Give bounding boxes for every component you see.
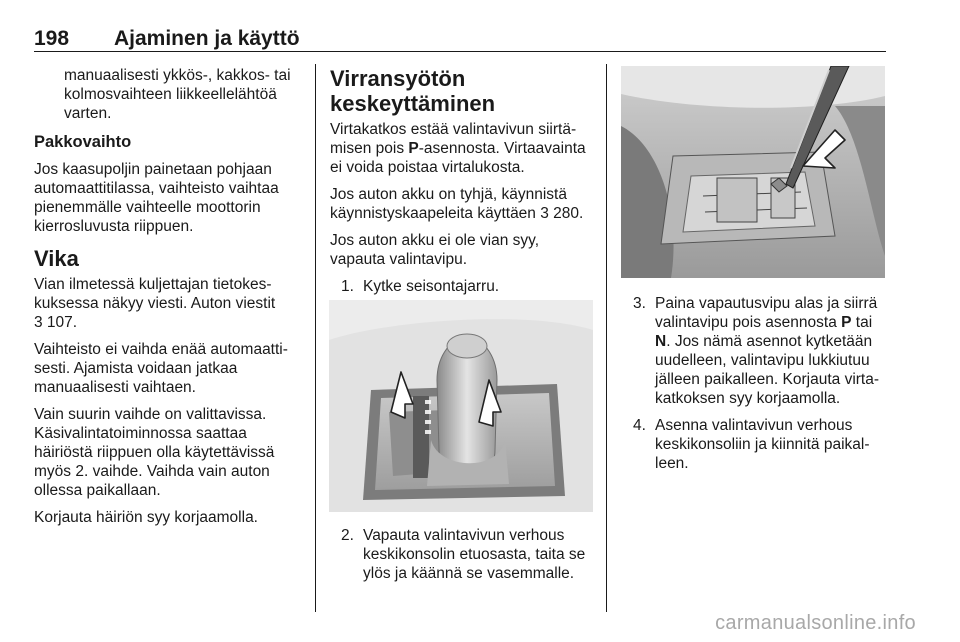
power-paragraph-2: Jos auton akku on tyhjä, käynnistä käynnistyskaapeleita käyttäen 3 280. (330, 186, 584, 222)
gear-selector-illustration (329, 300, 593, 512)
screwdriver-icon (621, 66, 885, 278)
intro-paragraph: manuaalisesti ykkös-, kakkos- tai kolmosvaihteen liikkeellelähtöä varten. (64, 67, 291, 122)
vika-heading: Vika (34, 246, 79, 271)
left-column (34, 66, 304, 535)
steps-list (633, 294, 886, 473)
chapter-title: Ajaminen ja käyttö (114, 27, 300, 50)
power-paragraph-1: Virtakatkos estää valintavivun siirtämisen pois P-asennosta. Virtaavainta ei voida poistaa virtalukosta. (330, 121, 586, 176)
page-reference-link[interactable]: 3 107. (34, 314, 78, 331)
power-interruption-heading: Virransyötön keskeyttäminen (330, 66, 496, 116)
steps-list (341, 526, 592, 583)
power-paragraph-3: Jos auton akku ei ole vian syy, vapauta valintavipu. (330, 232, 540, 268)
pakkovaihto-heading: Pakkovaihto (34, 133, 132, 151)
column-divider-left (315, 64, 316, 612)
right-column (622, 294, 886, 481)
step-1: 1. Kytke seisontajarru. (341, 278, 500, 295)
vika-paragraph-2: Vaihteisto ei vaihda enää automaattisesti. Ajamista voidaan jatkaa manuaalisesti vaihtaen. (34, 341, 288, 396)
column-divider-right (606, 64, 607, 612)
step-4: 4. Asenna valintavivun verhous keskikonsoliin ja kiinnitä paikalleen. (633, 417, 870, 472)
watermark: carmanualsonline.info (715, 612, 916, 634)
middle-column-lower (330, 526, 592, 591)
page-reference-link[interactable]: 3 280. (540, 205, 584, 222)
page-number: 198 (34, 27, 70, 50)
vika-paragraph-4: Korjauta häiriön syy korjaamolla. (34, 509, 258, 526)
gear-lever-icon (329, 300, 593, 512)
pakkovaihto-text: Jos kaasupoljin painetaan pohjaan automaattitilassa, vaihteisto vaihtaa pienemmälle vaihteelle moottorin kierrosluvusta riippuen. (34, 161, 279, 235)
step-2: 2. Vapauta valintavivun verhous keskikonsolin etuosasta, taita se ylös ja käännä se vasemmalle. (341, 527, 586, 582)
steps-list (341, 277, 592, 296)
middle-column (330, 66, 592, 304)
release-lever-illustration (621, 66, 885, 278)
step-3: 3. Paina vapautusvipu alas ja siirrä valintavipu pois asennosta P tai N. Jos nämä asennot kytketään uudelleen, valintavipu lukkiutuu jälleen paikalleen. Korjauta virtakatkoksen syy korjaamolla. (633, 295, 880, 407)
vika-paragraph-3: Vain suurin vaihde on valittavissa. Käsivalintatoiminnossa saattaa häiriöstä riippuen olla käytettävissä myös 2. vaihde. Vaihda vain auton ollessa paikallaan. (34, 406, 275, 499)
vika-paragraph-1: Vian ilmetessä kuljettajan tietokeskuksessa näkyy viesti. Auton viestit 3 107. (34, 276, 276, 331)
page-header (34, 22, 886, 52)
